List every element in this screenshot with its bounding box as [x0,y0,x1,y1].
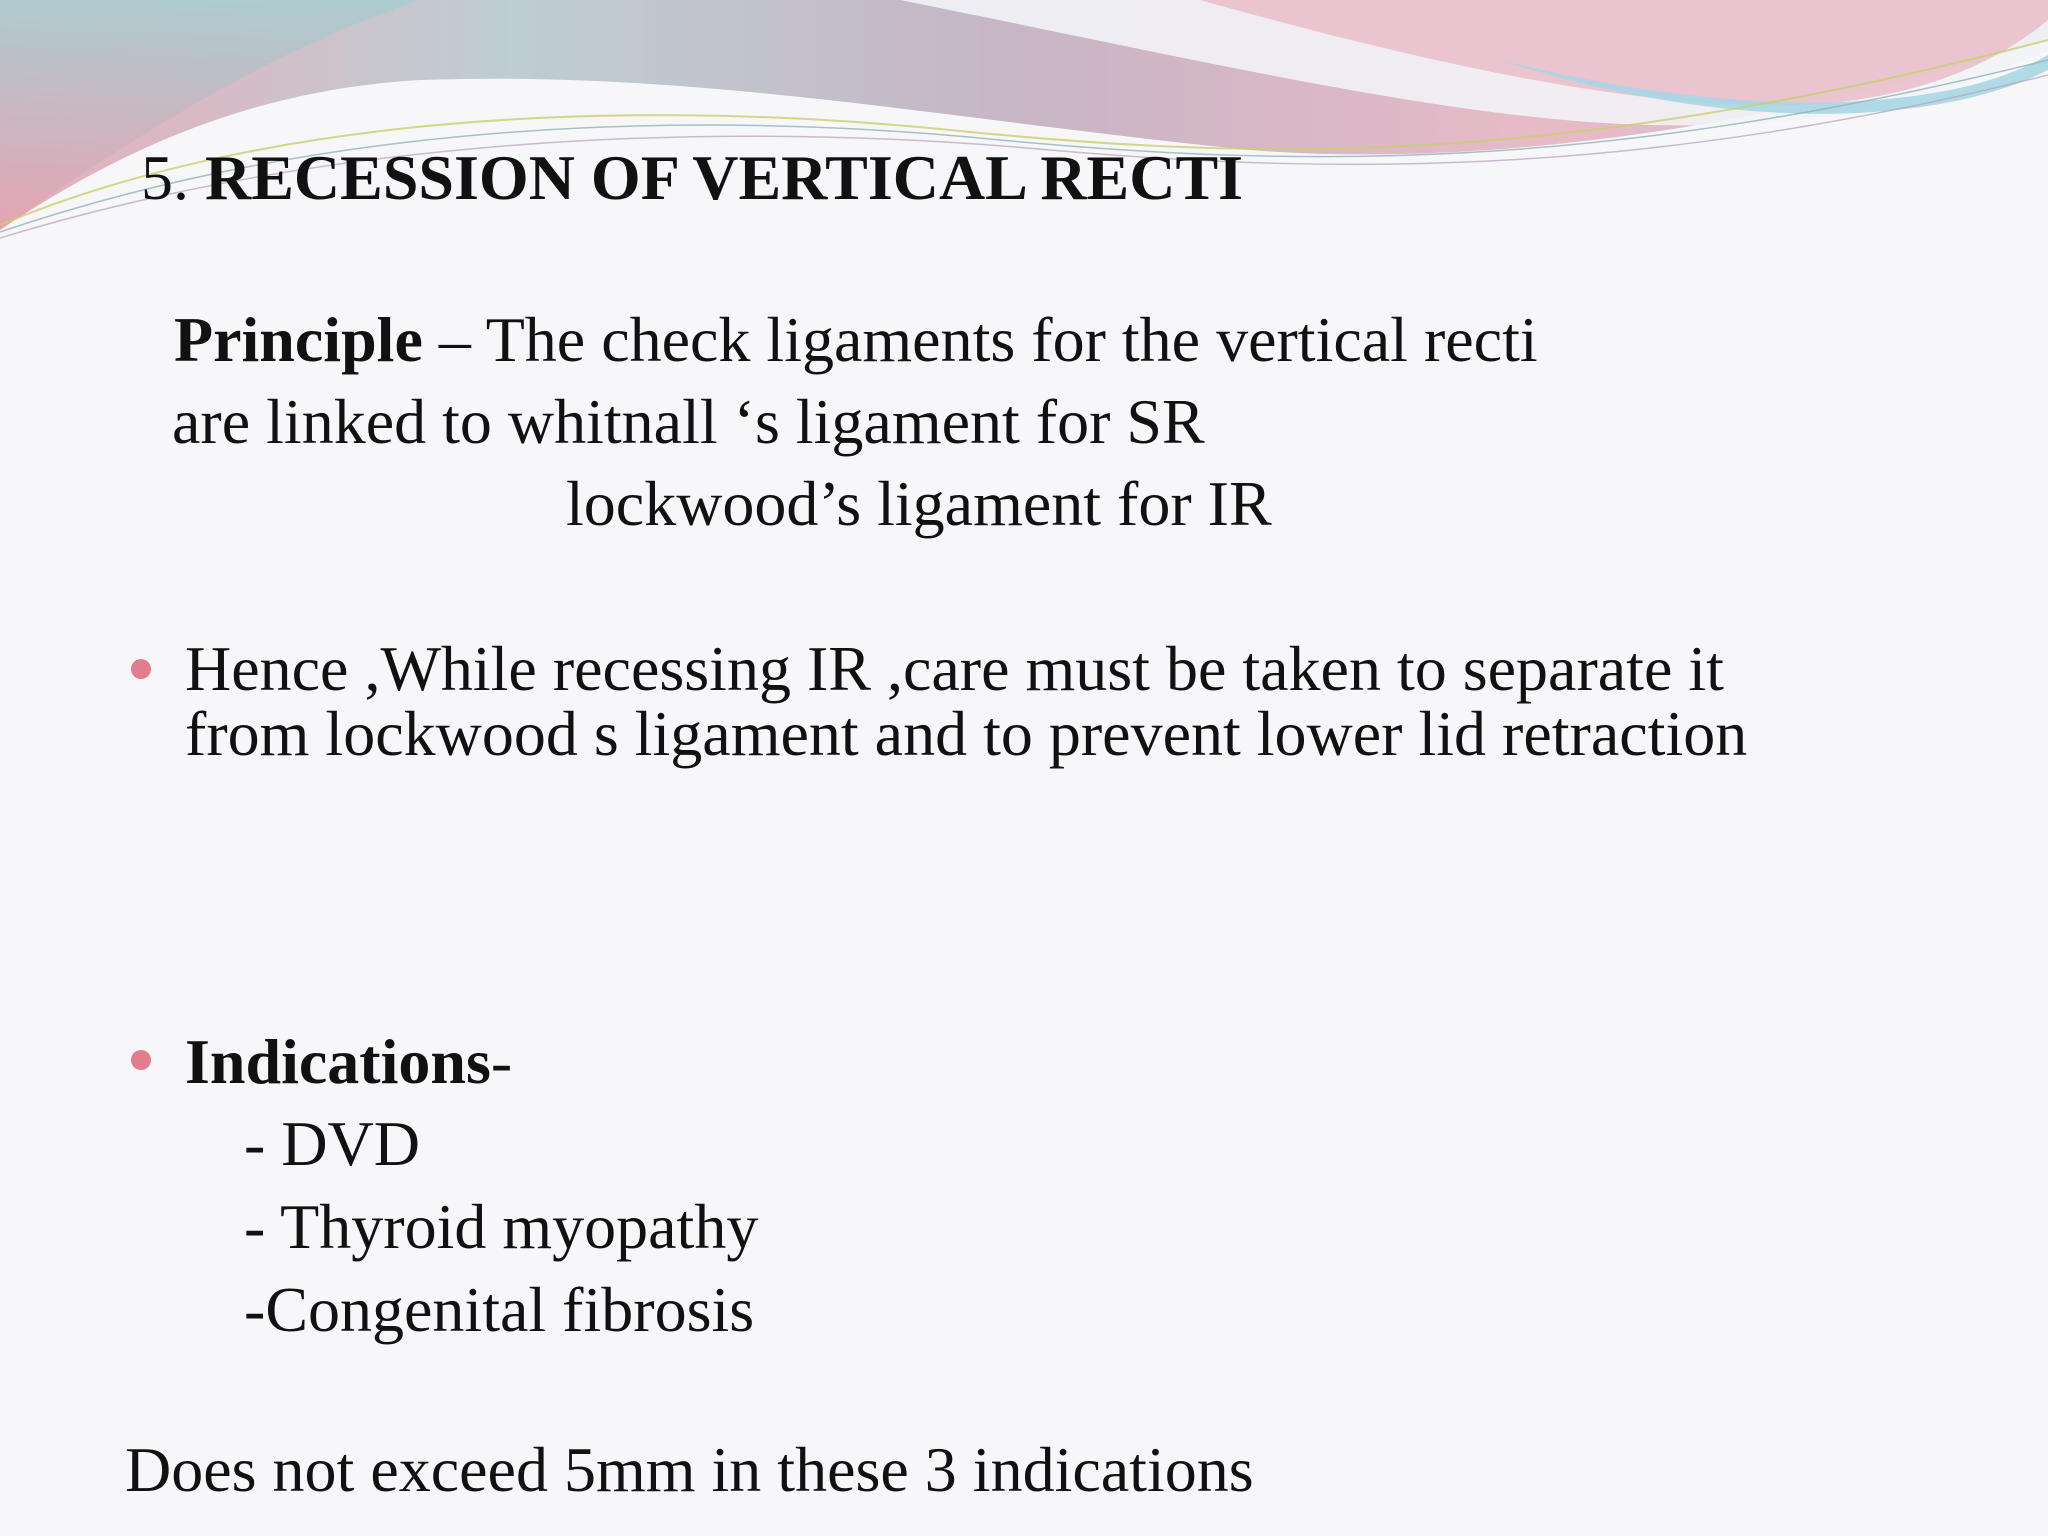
bullet-dot-icon [131,659,151,679]
principle-label: Principle [174,304,423,375]
slide-title-number: 5. [141,142,189,213]
bullet-1-line-2: from lockwood s ligament and to prevent lower lid retraction [185,698,1748,769]
principle-text: – The check ligaments for the vertical recti [422,304,1538,375]
indications-heading [185,1026,513,1097]
principle-line-3: lockwood’s ligament for IR [566,468,1272,539]
footer-note: Does not exceed 5mm in these 3 indications [125,1434,1254,1505]
indications-label: Indications [185,1026,491,1097]
indication-item: - DVD [244,1108,420,1179]
slide-title [141,142,1244,213]
indication-item: - Thyroid myopathy [244,1191,759,1262]
indications-dash: - [490,1026,513,1097]
principle-line-2: are linked to whitnall ‘s ligament for SR [172,386,1205,457]
bullet-1-line-1: Hence ,While recessing IR ,care must be taken to separate it [185,633,1724,704]
bullet-dot-icon [131,1050,151,1070]
indication-item: -Congenital fibrosis [244,1274,755,1345]
principle-line-1 [174,304,1538,375]
slide-title-text: RECESSION OF VERTICAL RECTI [205,142,1244,213]
